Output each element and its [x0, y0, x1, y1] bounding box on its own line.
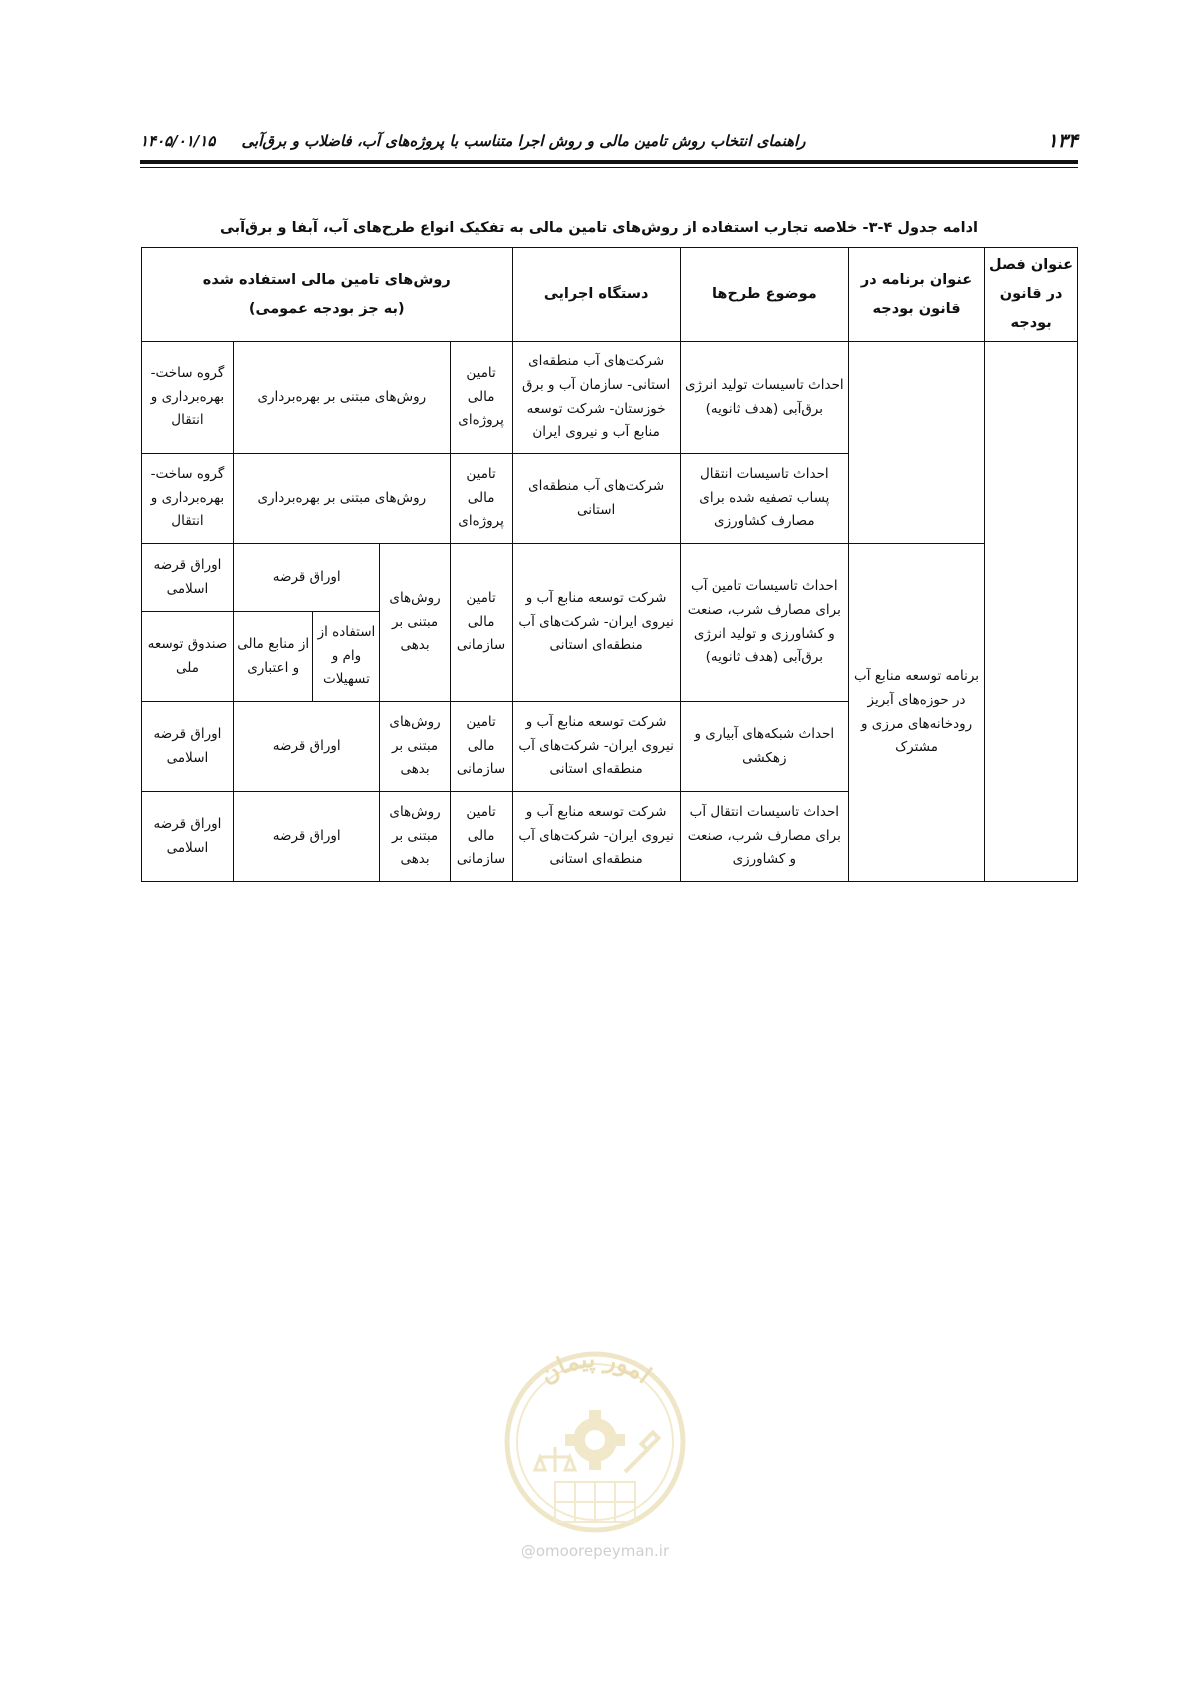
scale-icon — [535, 1447, 575, 1472]
row4-sub: اوراق قرضه — [233, 702, 380, 792]
hammer-icon — [625, 1433, 658, 1472]
header-methods — [142, 248, 513, 342]
row4-method: روش‌های مبتنی بر بدهی — [380, 702, 450, 792]
row2-category: تامین مالی پروژه‌ای — [450, 454, 512, 544]
header-chapter: عنوان فصل در قانون بودجه — [985, 248, 1078, 342]
header-methods-line2: (به جز بودجه عمومی) — [248, 300, 405, 317]
row5-method: روش‌های مبتنی بر بدهی — [380, 792, 450, 882]
table-row — [142, 342, 1078, 454]
grid-base — [555, 1482, 635, 1522]
chapter-cell — [985, 342, 1078, 882]
row3-executor: شرکت توسعه منابع آب و نیروی ایران- شرکت‌های آب منطقه‌ای استانی — [512, 544, 680, 702]
row5-subject: احداث تاسیسات انتقال آب برای مصارف شرب، صنعت و کشاورزی — [680, 792, 848, 882]
header-title — [140, 132, 805, 150]
row1-subject: احداث تاسیسات تولید انرژی برق‌آبی (هدف ثانویه) — [680, 342, 848, 454]
header-program: عنوان برنامه در قانون بودجه — [848, 248, 984, 342]
row3-sub-b1: استفاده از وام و تسهیلات — [313, 612, 380, 702]
row1-method: روش‌های مبتنی بر بهره‌برداری — [233, 342, 450, 454]
row5-sub: اوراق قرضه — [233, 792, 380, 882]
program-cell — [848, 342, 984, 544]
table-caption: ادامه جدول ۴-۳- خلاصه تجارب استفاده از روش‌های تامین مالی به تفکیک انواع طرح‌های آب، آبفا و برق‌آبی — [219, 220, 978, 236]
watermark-logo — [480, 1322, 710, 1537]
row3-sub-a: اوراق قرضه — [233, 544, 380, 612]
document-title: راهنمای انتخاب روش تامین مالی و روش اجرا متناسب با پروژه‌های آب، فاضلاب و برق‌آبی — [241, 132, 806, 150]
row5-category: تامین مالی سازمانی — [450, 792, 512, 882]
row3-sub-b2: از منابع مالی و اعتباری — [233, 612, 312, 702]
row3-detail-a: اوراق قرضه اسلامی — [142, 544, 234, 612]
row3-category: تامین مالی سازمانی — [450, 544, 512, 702]
watermark — [480, 1322, 710, 1572]
row4-category: تامین مالی سازمانی — [450, 702, 512, 792]
program-cell-2: برنامه توسعه منابع آب در حوزه‌های آبریز رودخانه‌های مرزی و مشترک — [848, 544, 984, 882]
row3-subject: احداث تاسیسات تامین آب برای مصارف شرب، صنعت و کشاورزی و تولید انرژی برق‌آبی (هدف ثانویه) — [680, 544, 848, 702]
header-rule-thin — [140, 167, 1078, 168]
watermark-logo-text: امور پیمان — [533, 1343, 658, 1390]
row4-executor: شرکت توسعه منابع آب و نیروی ایران- شرکت‌های آب منطقه‌ای استانی — [512, 702, 680, 792]
row2-detail: گروه ساخت- بهره‌برداری و انتقال — [142, 454, 234, 544]
header-rule-thick — [140, 160, 1078, 164]
row4-detail: اوراق قرضه اسلامی — [142, 702, 234, 792]
table-header-row — [142, 248, 1078, 342]
row1-executor: شرکت‌های آب منطقه‌ای استانی- سازمان آب و برق خوزستان- شرکت توسعه منابع آب و نیروی ایران — [512, 342, 680, 454]
row1-detail: گروه ساخت- بهره‌برداری و انتقال — [142, 342, 234, 454]
row1-category: تامین مالی پروژه‌ای — [450, 342, 512, 454]
row2-executor: شرکت‌های آب منطقه‌ای استانی — [512, 454, 680, 544]
row5-executor: شرکت توسعه منابع آب و نیروی ایران- شرکت‌های آب منطقه‌ای استانی — [512, 792, 680, 882]
watermark-url: @omoorepeyman.ir — [520, 1542, 670, 1560]
header-executor: دستگاه اجرایی — [512, 248, 680, 342]
row3-method: روش‌های مبتنی بر بدهی — [380, 544, 450, 702]
page-number: ۱۳۴ — [1047, 130, 1078, 152]
row2-subject: احداث تاسیسات انتقال پساب تصفیه شده برای مصارف کشاورزی — [680, 454, 848, 544]
table-row — [142, 544, 1078, 612]
financing-table — [141, 247, 1078, 882]
header-methods-line1: روش‌های تامین مالی استفاده شده — [202, 271, 451, 288]
header-subject: موضوع طرح‌ها — [680, 248, 848, 342]
page-header — [140, 124, 1078, 160]
document-date: ۱۴۰۵/۰۱/۱۵ — [140, 132, 216, 150]
row2-method: روش‌های مبتنی بر بهره‌برداری — [233, 454, 450, 544]
row5-detail: اوراق قرضه اسلامی — [142, 792, 234, 882]
svg-text:امور پیمان — [534, 1344, 657, 1389]
row3-detail-b: صندوق توسعه ملی — [142, 612, 234, 702]
row4-subject: احداث شبکه‌های آبیاری و زهکشی — [680, 702, 848, 792]
